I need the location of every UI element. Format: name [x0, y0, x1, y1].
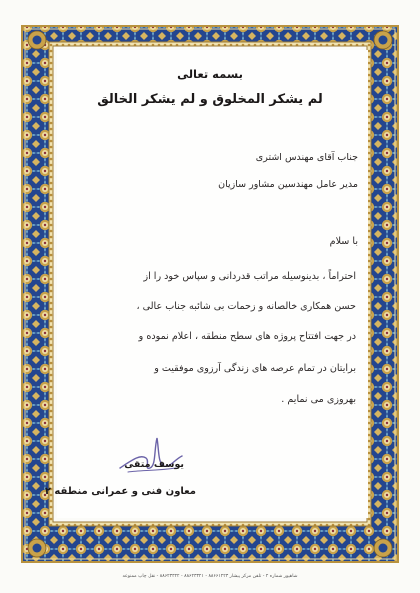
body-line-5: بهروزی می نمایم . — [281, 394, 356, 405]
motto-heading: لم یشکر المخلوق و لم یشکر الخالق — [97, 92, 323, 107]
greeting: با سلام — [329, 236, 358, 247]
body-line-3: در جهت افتتاح پروژه های سطح منطقه ، اعلام نموده و — [138, 331, 356, 342]
body-line-1: احتراماً ، بدینوسیله مراتب قدردانی و سپاس خود را از — [143, 271, 356, 282]
footer-address: شاهپور شماره ۲ - تلفن مرکز پیشار ۸۸۶۶۱۲۲۳ - ۸۸۶۲۳۳۲۱ - ۸۸۶۲۳۳۲۲ - نقل چاپ ممنوعه — [122, 574, 298, 579]
body-line-2: حسن همکاری خالصانه و زحمات بی شائبه جناب عالی ، — [136, 301, 356, 312]
signatory-name: یوسف متقی — [124, 459, 184, 470]
basmala-heading: بسمه تعالی — [177, 67, 243, 81]
body-line-4: برایتان در تمام عرصه های زندگی آرزوی موفقیت و — [154, 363, 356, 374]
letter-sheet — [57, 50, 368, 518]
signatory-title: معاون فنی و عمرانی منطقه ۲ — [44, 486, 196, 497]
signature-mark — [110, 430, 190, 480]
recipient-name: جناب آقای مهندس اشتری — [255, 152, 358, 163]
recipient-title: مدیر عامل مهندسین مشاور سازیان — [218, 179, 358, 190]
